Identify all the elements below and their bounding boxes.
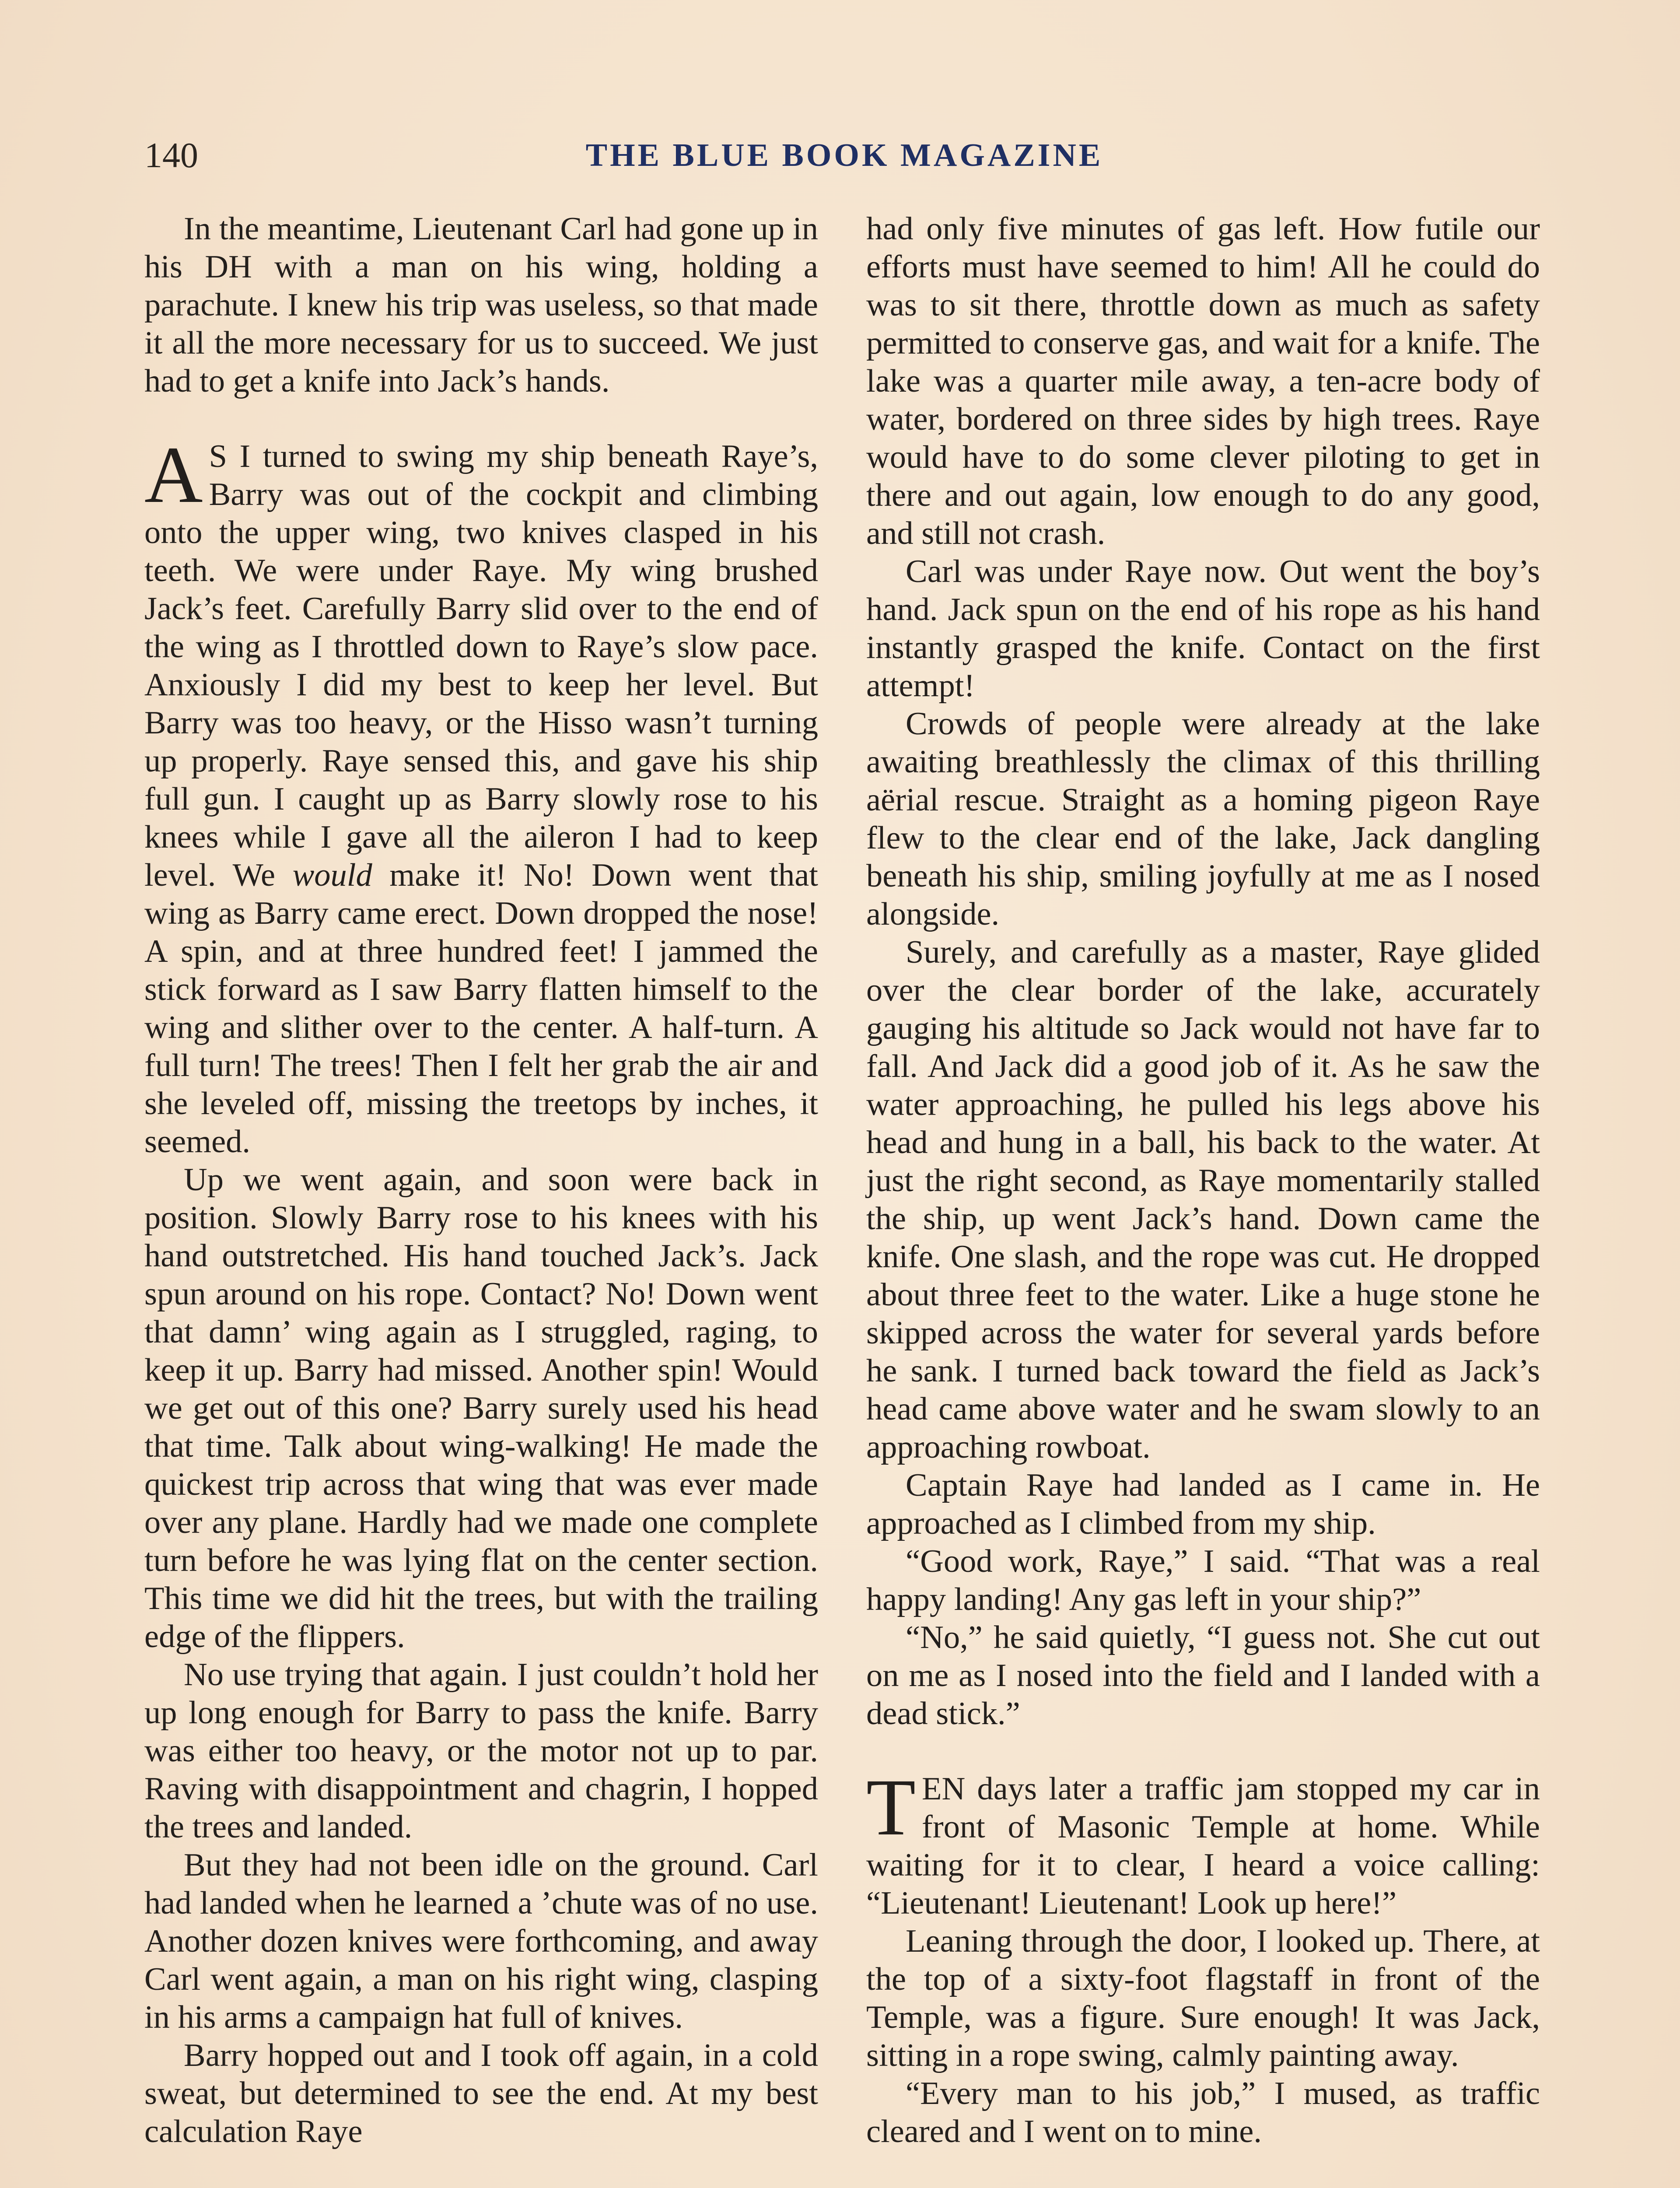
right-column	[866, 210, 1540, 2188]
paragraph: Surely, and carefully as a master, Raye glided over the clear border of the lake, accurately gauging his altitude so Jack would not have far to fall. And Jack did a good job of it. As he saw the water approaching, he pulled his legs above his head and hung in a ball, his back to the water. At just the right second, as Raye momentarily stalled the ship, up went Jack’s hand. Down came the knife. One slash, and the rope was cut. He dropped about three feet to the water. Like a huge stone he skipped across the water for several yards before he sank. I turned back toward the field as Jack’s head came above water and he swam slowly to an approaching rowboat.	[866, 934, 1540, 1465]
paragraph: No use trying that again. I just couldn’t hold her up long enough for Barry to pass the knife. Barry was either too heavy, or the motor not up to par. Raving with disappointment and chagrin, I hopped the trees and landed.	[144, 1657, 818, 1845]
page-header	[144, 131, 1544, 179]
emphasized-word: would	[292, 857, 372, 893]
paragraph: had only five minutes of gas left. How futile our efforts must have seemed to him! All he could do was to sit there, throttle down as much as safety permitted to conserve gas, and wait for a knife. The lake was a quarter mile away, a ten-acre body of water, bordered on three sides by high trees. Raye would have to do some clever piloting to get in there and out again, low enough to do any good, and still not crash.	[866, 211, 1540, 551]
paragraph: Captain Raye had landed as I came in. He approached as I climbed from my ship.	[866, 1467, 1540, 1541]
left-column	[144, 210, 818, 2188]
paragraph: Crowds of people were already at the lake awaiting breathlessly the climax of this thrilling aërial rescue. Straight as a homing pigeon Raye flew to the clear end of the lake, Jack dangling beneath his ship, smiling joyfully at me as I nosed alongside.	[866, 706, 1540, 932]
magazine-title: THE BLUE BOOK MAGAZINE	[585, 137, 1103, 173]
paragraph: Carl was under Raye now. Out went the boy’s hand. Jack spun on the end of his rope as his hand instantly grasped the knife. Contact on the first attempt!	[866, 554, 1540, 704]
paragraph: But they had not been idle on the ground. Carl had landed when he learned a ’chute was of no use. Another dozen knives were forthcoming, and away Carl went again, a man on his right wing, clasping in his arms a campaign hat full of knives.	[144, 1847, 818, 2035]
paragraph: “Every man to his job,” I mused, as traffic cleared and I went on to mine.	[866, 2076, 1540, 2149]
paragraph: Barry hopped out and I took off again, in a cold sweat, but determined to see the end. At my best calculation Raye	[144, 2037, 818, 2149]
paragraph-text: EN days later a traffic jam stopped my car in front of Masonic Temple at home. While waiting for it to clear, I heard a voice calling: “Lieutenant! Lieutenant! Look up here!”	[866, 1771, 1540, 1921]
paragraph: “Good work, Raye,” I said. “That was a real happy landing! Any gas left in your ship?”	[866, 1543, 1540, 1617]
paragraph: In the meantime, Lieutenant Carl had gone up in his DH with a man on his wing, holding a parachute. I knew his trip was useless, so that made it all the more necessary for us to succeed. We just had to get a knife into Jack’s hands.	[144, 211, 818, 399]
paragraph: “No,” he said quietly, “I guess not. She cut out on me as I nosed into the field and I landed with a dead stick.”	[866, 1620, 1540, 1732]
paragraph: Up we went again, and soon were back in position. Slowly Barry rose to his knees with his hand outstretched. His hand touched Jack’s. Jack spun around on his rope. Contact? No! Down went that damn’ wing again as I struggled, raging, to keep it up. Barry had missed. Another spin! Would we get out of this one? Barry surely used his head that time. Talk about wing-walking! He made the quickest trip across that wing that was ever made over any plane. Hardly had we made one complete turn before he was lying flat on the center section. This time we did hit the trees, but with the trailing edge of the flippers.	[144, 1162, 818, 1655]
drop-cap: T	[866, 1763, 916, 1852]
paragraph: Leaning through the door, I looked up. There, at the top of a sixty-foot flagstaff in front of the Temple, was a figure. Sure enough! It was Jack, sitting in a rope swing, calmly painting away.	[866, 1923, 1540, 2073]
section-opening-paragraph	[144, 430, 819, 1161]
paragraph-text: S I turned to swing my ship beneath Raye’s, Barry was out of the cockpit and climbing onto the upper wing, two knives clasped in his teeth. We were under Raye. My wing brushed Jack’s feet. Carefully Barry slid over to the end of the wing as I throttled down to Raye’s slow pace. Anxiously I did my best to keep her level. But Barry was too heavy, or the Hisso wasn’t turning up properly. Raye sensed this, and gave his ship full gun. I caught up as Barry slowly rose to his knees while I gave all the aileron I had to keep level. We	[144, 438, 818, 893]
page-number: 140	[144, 135, 198, 175]
section-opening-paragraph	[866, 1763, 1540, 1922]
drop-cap: A	[144, 430, 203, 520]
paragraph-text: make it! No! Down went that wing as Barry came erect. Down dropped the nose! A spin, and at three hundred feet! I jammed the stick forward as I saw Barry flatten himself to the wing and slither over to the center. A half-turn. A full turn! The trees! Then I felt her grab the air and she leveled off, missing the treetops by inches, it seemed.	[144, 857, 819, 1160]
